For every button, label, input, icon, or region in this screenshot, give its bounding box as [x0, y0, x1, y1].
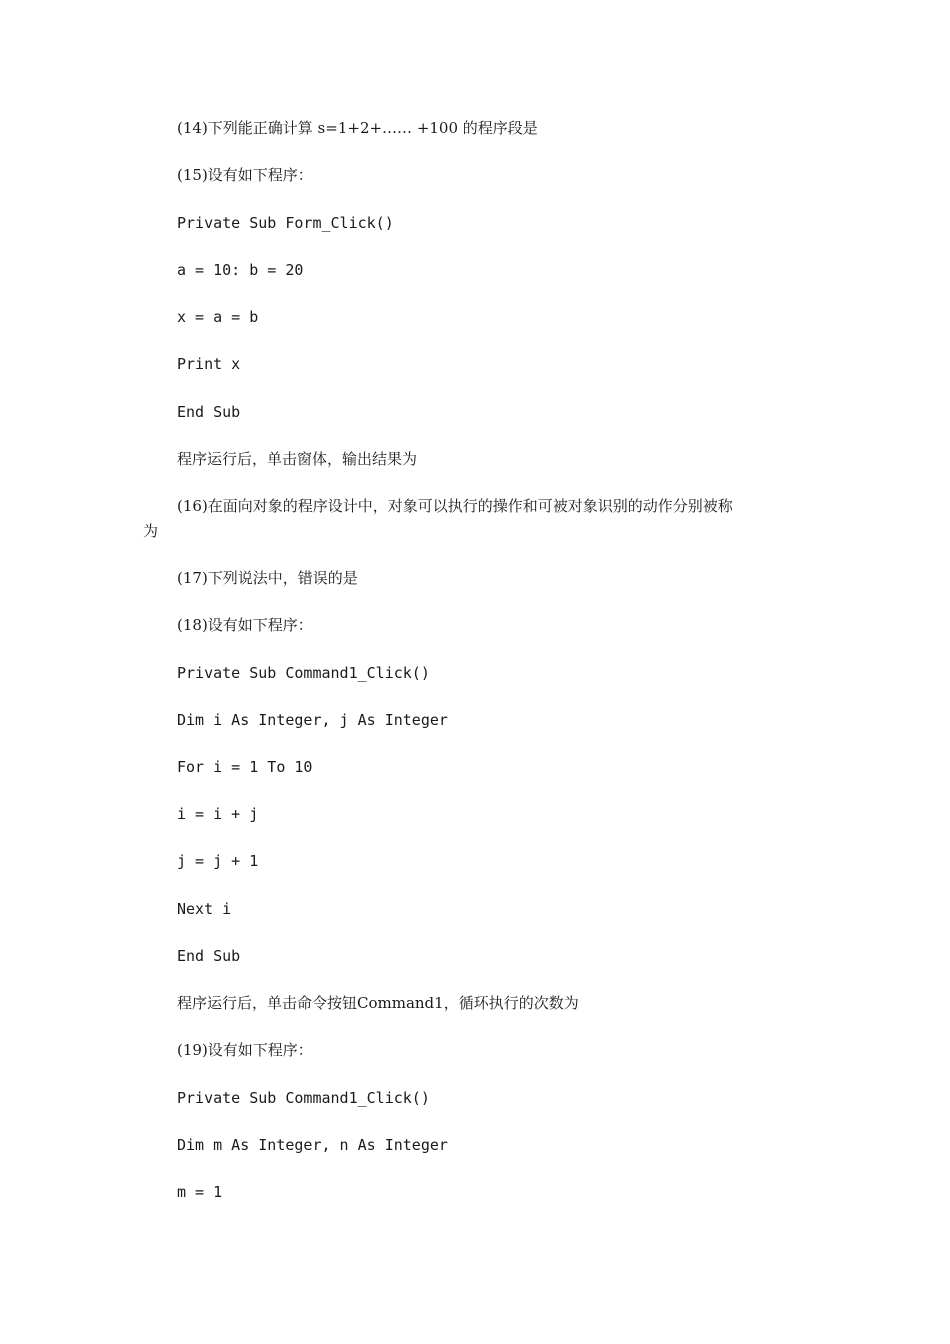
code-line: For i = 1 To 10 [177, 758, 313, 776]
code-line: Private Sub Command1_Click() [177, 664, 430, 682]
question-16: (16)在面向对象的程序设计中，对象可以执行的操作和可被对象识别的动作分别被称 [177, 497, 733, 515]
code-line: End Sub [177, 947, 241, 965]
code-line: m = 1 [177, 1183, 223, 1201]
code-line: Dim m As Integer, n As Integer [177, 1136, 448, 1154]
question-15-prompt: 程序运行后，单击窗体，输出结果为 [177, 450, 418, 468]
code-line: Dim i As Integer, j As Integer [177, 711, 448, 729]
code-line: Next i [177, 900, 232, 918]
code-line: Private Sub Form_Click() [177, 214, 394, 232]
question-18-prompt: 程序运行后，单击命令按钮Command1，循环执行的次数为 [177, 994, 579, 1012]
question-18: (18)设有如下程序： [177, 616, 313, 634]
question-19: (19)设有如下程序： [177, 1041, 313, 1059]
question-17: (17)下列说法中，错误的是 [177, 569, 358, 587]
code-line: j = j + 1 [177, 852, 259, 870]
code-line: a = 10: b = 20 [177, 261, 304, 279]
code-line: Print x [177, 355, 241, 373]
code-line: End Sub [177, 403, 241, 421]
question-15: (15)设有如下程序： [177, 166, 313, 184]
code-line: i = i + j [177, 805, 259, 823]
question-16-continued: 为 [143, 522, 159, 540]
code-line: x = a = b [177, 308, 259, 326]
code-line: Private Sub Command1_Click() [177, 1089, 430, 1107]
question-14: (14)下列能正确计算 s=1+2+…… +100 的程序段是 [177, 119, 538, 137]
